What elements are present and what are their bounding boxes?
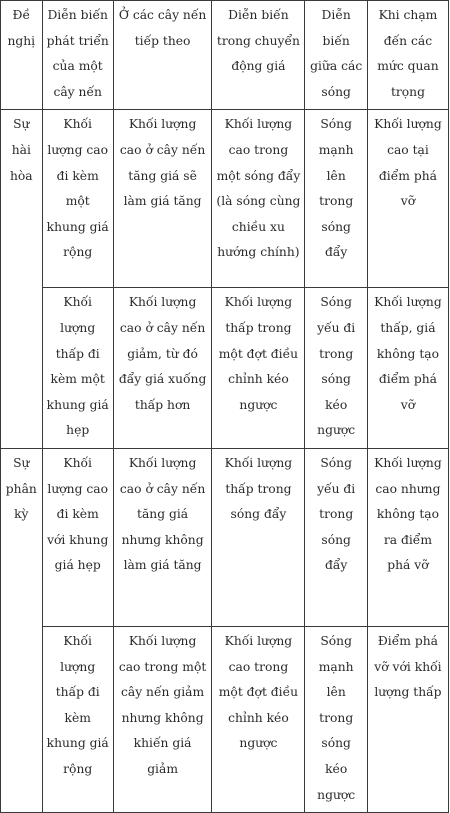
table-header [1, 1, 449, 110]
group-label-divergence: Sự phân kỳ [1, 448, 43, 812]
table-row [1, 110, 449, 288]
table-cell: Sóng mạnh lên trong sóng kéo ngược [305, 626, 367, 812]
table-cell: Khối lượng cao ở cây nến tăng giá nhưng không làm giá tăng [113, 448, 212, 626]
table-cell: Khối lượng thấp, giá không tạo điểm phá vỡ [367, 288, 448, 449]
header-key-levels: Khi chạm đến các mức quan trọng [367, 1, 448, 110]
table-cell: Sóng mạnh lên trong sóng đẩy [305, 110, 367, 288]
table-cell: Khối lượng thấp đi kèm khung giá rộng [42, 626, 113, 812]
table-cell: Khối lượng cao nhưng không tạo ra điểm phá vỡ [367, 448, 448, 626]
table-cell: Khối lượng cao ở cây nến tăng giá sẽ làm giá tăng [113, 110, 212, 288]
table-cell: Sóng yếu đi trong sóng kéo ngược [305, 288, 367, 449]
table-cell: Khối lượng cao ở cây nến giảm, từ đó đẩy giá xuống thấp hơn [113, 288, 212, 449]
header-single-candle: Diễn biến phát triển của một cây nến [42, 1, 113, 110]
table-cell: Khối lượng thấp trong sóng đẩy [212, 448, 305, 626]
header-price-movement: Diễn biến trong chuyển động giá [212, 1, 305, 110]
table-cell: Khối lượng cao trong một sóng đẩy (là sóng cùng chiều xu hướng chính) [212, 110, 305, 288]
group-label-harmony: Sự hài hòa [1, 110, 43, 449]
header-row [1, 1, 449, 110]
table-cell: Khối lượng thấp trong một đợt điều chỉnh kéo ngược [212, 288, 305, 449]
table-row [1, 448, 449, 626]
header-between-waves: Diễn biến giữa các sóng [305, 1, 367, 110]
table-cell: Khối lượng cao đi kèm một khung giá rộng [42, 110, 113, 288]
table-row [1, 626, 449, 812]
table-cell: Khối lượng cao trong một cây nến giảm nhưng không khiến giá giảm [113, 626, 212, 812]
table-row [1, 288, 449, 449]
table-cell: Khối lượng cao đi kèm với khung giá hẹp [42, 448, 113, 626]
table-cell: Điểm phá vỡ với khối lượng thấp [367, 626, 448, 812]
table-cell: Khối lượng thấp đi kèm một khung giá hẹp [42, 288, 113, 449]
table-cell: Sóng yếu đi trong sóng đẩy [305, 448, 367, 626]
table-body [1, 110, 449, 813]
header-suggestion: Đề nghị [1, 1, 43, 110]
table-cell: Khối lượng cao trong một đợt điều chỉnh kéo ngược [212, 626, 305, 812]
table-cell: Khối lượng cao tại điểm phá vỡ [367, 110, 448, 288]
header-next-candles: Ở các cây nến tiếp theo [113, 1, 212, 110]
